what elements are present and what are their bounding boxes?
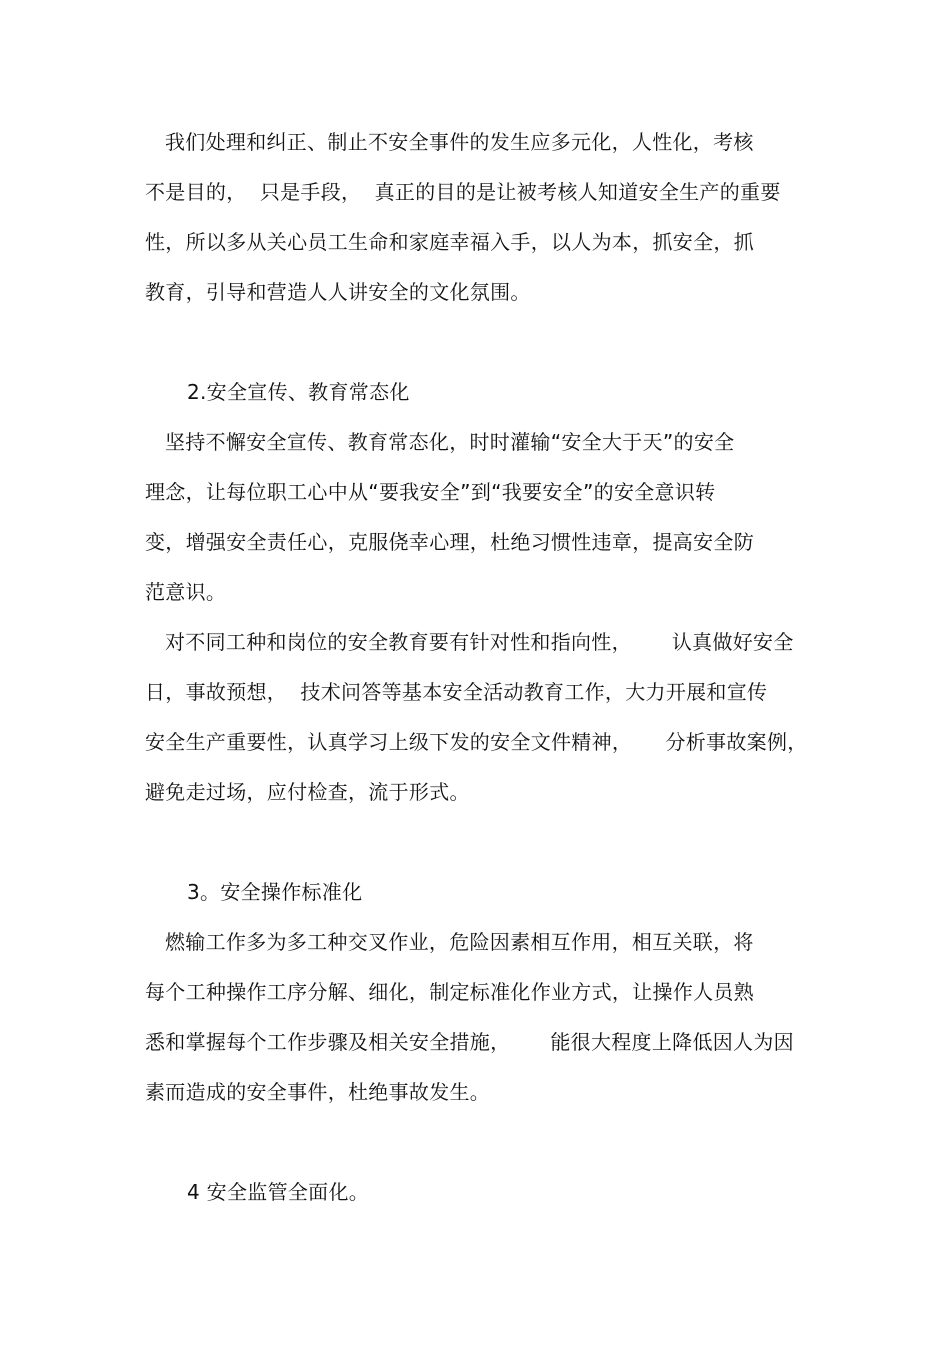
section-heading-4: 4 安全监管全面化。 <box>187 1180 370 1204</box>
paragraph-2-line-2: 理念，让每位职工心中从“要我安全”到“我要安全”的安全意识转 <box>145 480 716 504</box>
paragraph-2-line-4: 范意识。 <box>145 580 227 604</box>
paragraph-1-line-2: 不是目的， 只是手段， 真正的目的是让被考核人知道安全生产的重要 <box>145 180 781 204</box>
paragraph-1-line-3: 性，所以多从关心员工生命和家庭幸福入手，以人为本，抓安全，抓 <box>145 230 754 254</box>
section-heading-3: 3。安全操作标准化 <box>187 880 363 904</box>
paragraph-2-line-3: 变，增强安全责任心，克服侥幸心理，杜绝习惯性违章，提高安全防 <box>145 530 754 554</box>
paragraph-4-line-1: 燃输工作多为多工种交叉作业，危险因素相互作用，相互关联，将 <box>165 930 754 954</box>
paragraph-4-line-4: 素而造成的安全事件，杜绝事故发生。 <box>145 1080 491 1104</box>
paragraph-3-line-2: 日，事故预想， 技术问答等基本安全活动教育工作，大力开展和宣传 <box>145 680 768 704</box>
section-heading-2: 2.安全宣传、教育常态化 <box>187 380 410 404</box>
paragraph-3-line-1: 对不同工种和岗位的安全教育要有针对性和指向性， 认真做好安全 <box>165 630 794 654</box>
paragraph-1-line-1: 我们处理和纠正、制止不安全事件的发生应多元化，人性化，考核 <box>165 130 754 154</box>
paragraph-2-line-1: 坚持不懈安全宣传、教育常态化，时时灌输“安全大于天”的安全 <box>165 430 735 454</box>
paragraph-4-line-3: 悉和掌握每个工作步骤及相关安全措施， 能很大程度上降低因人为因 <box>145 1030 794 1054</box>
paragraph-3-line-4: 避免走过场，应付检查，流于形式。 <box>145 780 470 804</box>
paragraph-1-line-4: 教育，引导和营造人人讲安全的文化氛围。 <box>145 280 531 304</box>
paragraph-4-line-2: 每个工种操作工序分解、细化，制定标准化作业方式，让操作人员熟 <box>145 980 754 1004</box>
paragraph-3-line-3: 安全生产重要性，认真学习上级下发的安全文件精神， 分析事故案例， <box>145 730 808 754</box>
